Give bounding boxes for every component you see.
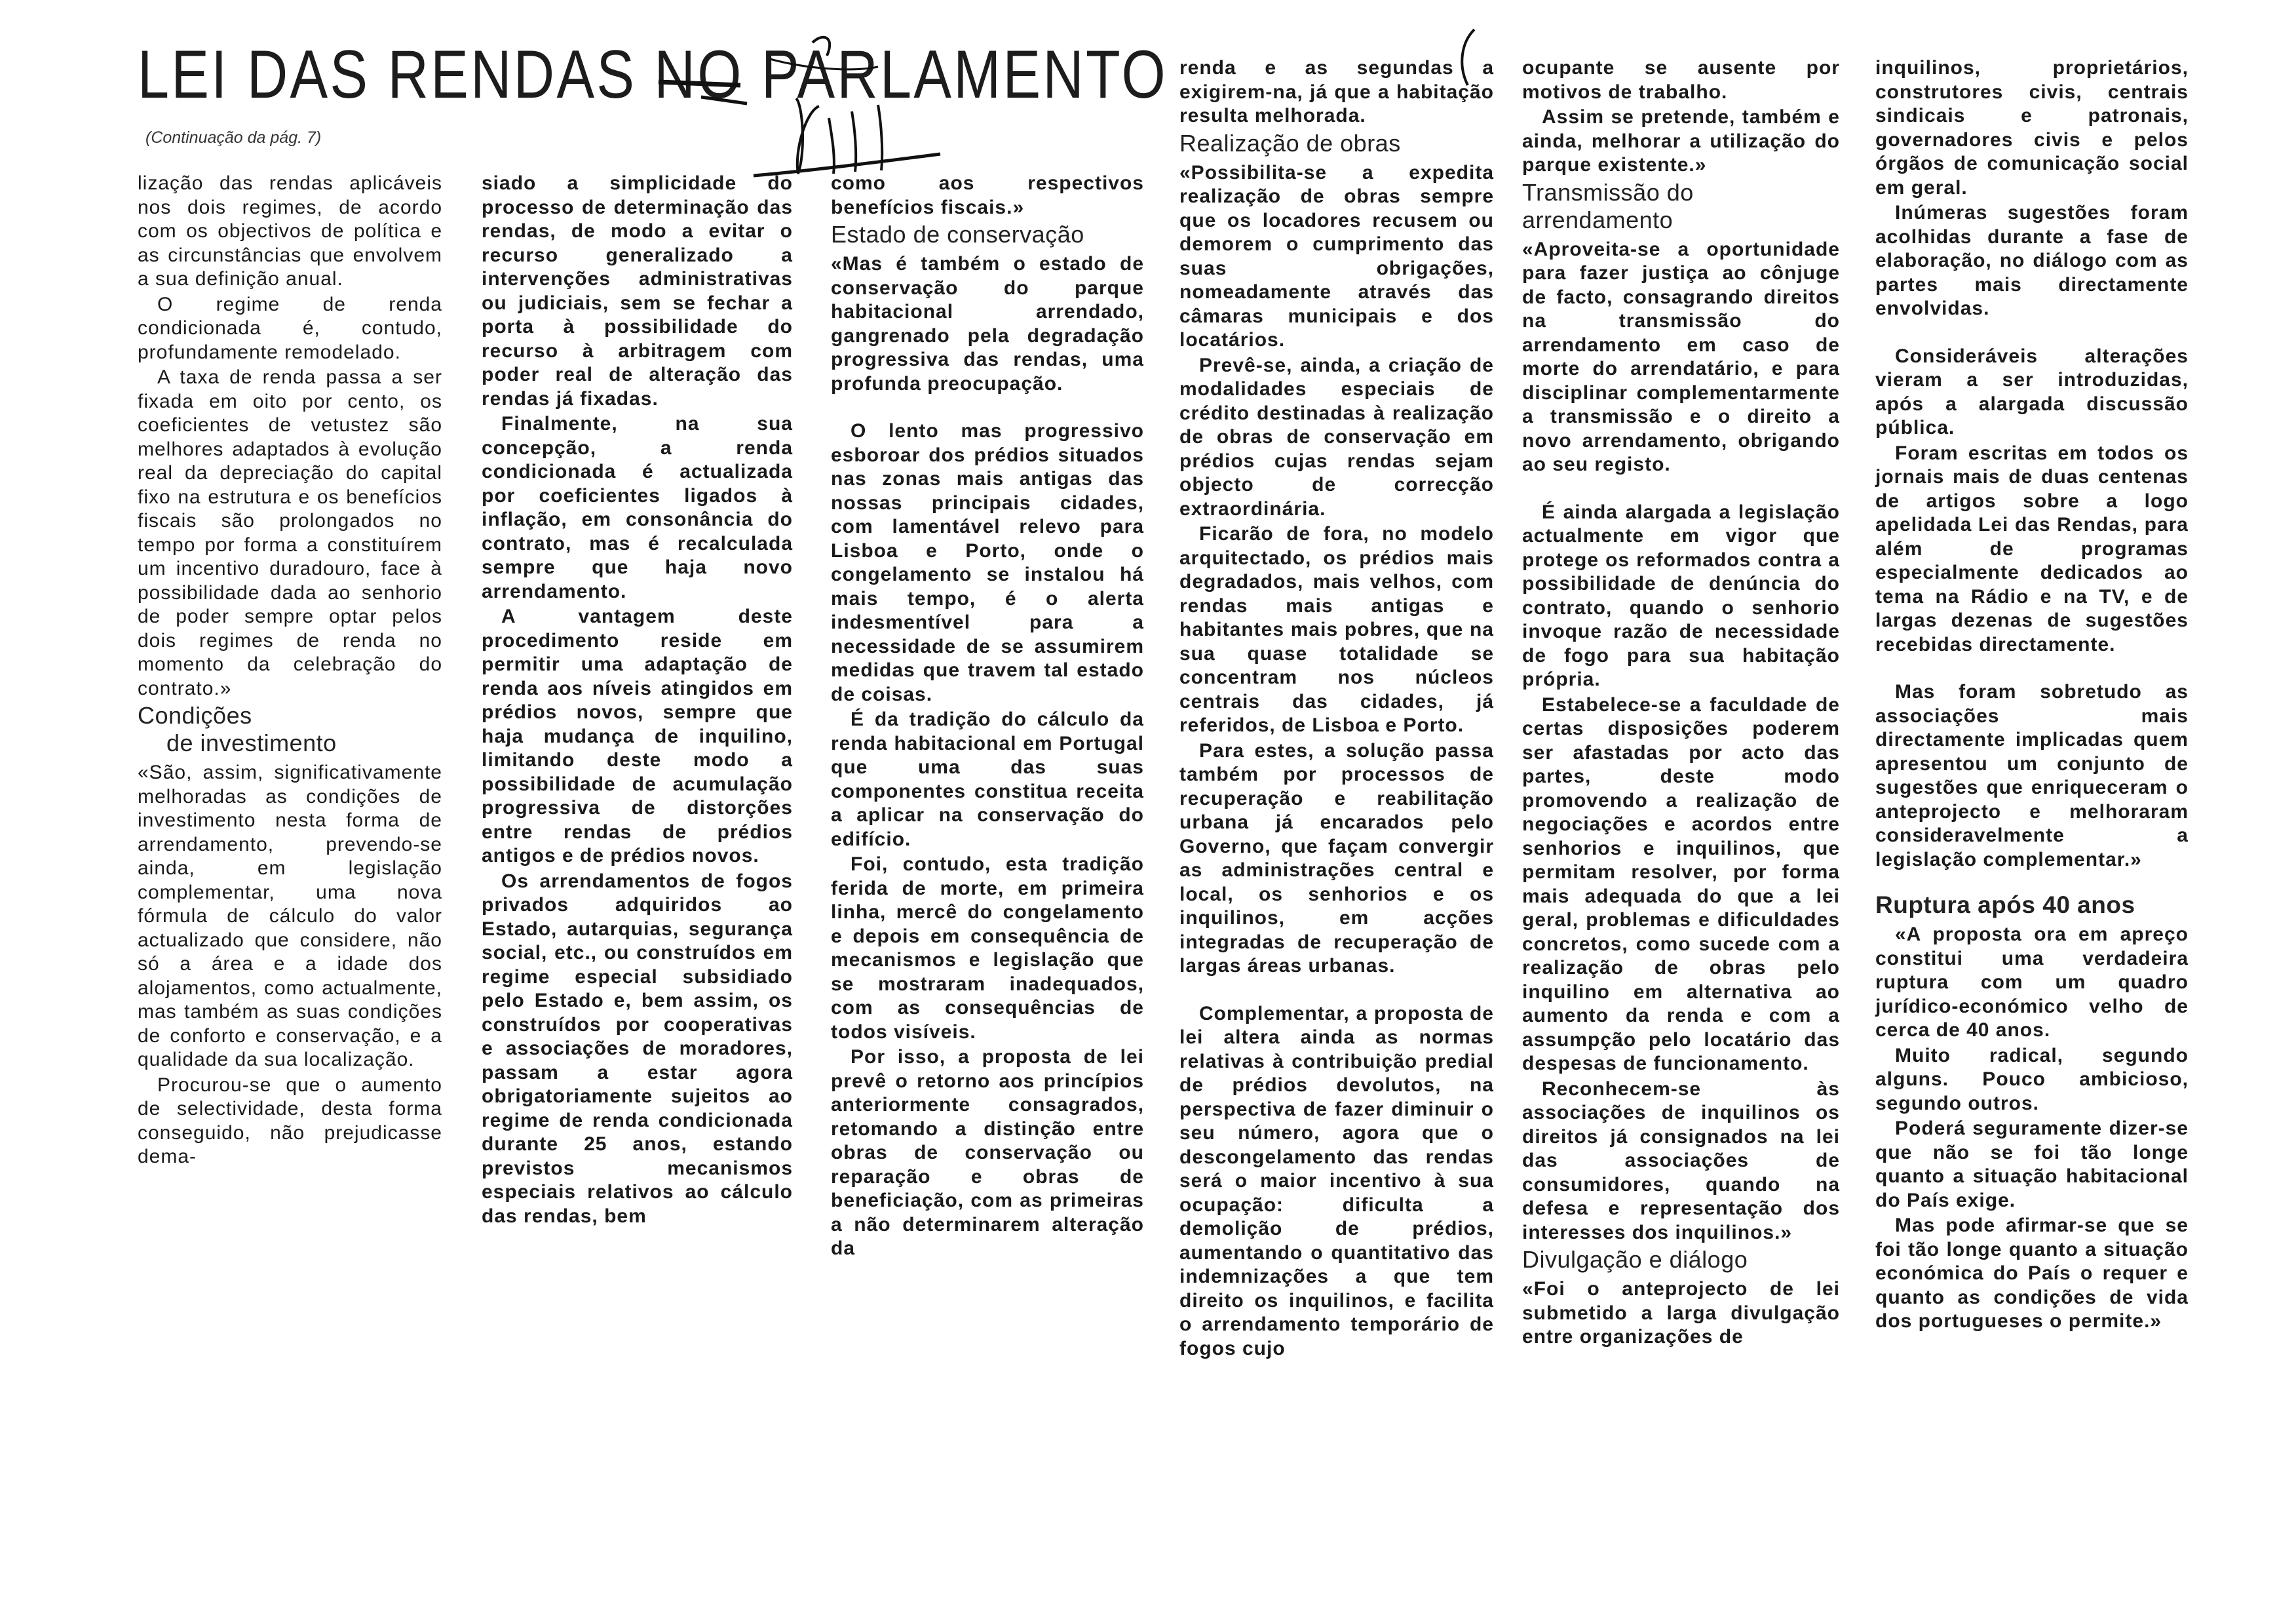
paragraph: Foram escritas em todos os jornais mais de duas centenas de artigos sobre a logo apelidada Lei das Rendas, para além de programas especialmente dedicados ao tema na Rádio e na TV, e de largas dezenas de sugestões recebidas directamente.: [1875, 442, 2189, 655]
paragraph: Foi, contudo, esta tradição ferida de morte, em primeira linha, mercê do congelamento e depois em consequência de mecanismos e legislação que se mostraram inadequados, com as consequências de todos visíveis.: [831, 853, 1144, 1043]
paragraph: «Mas é também o estado de conservação do parque habitacional arrendado, gangrenado pela degradação progressiva das rendas, uma profunda preocupação.: [831, 253, 1144, 395]
paragraph: siado a simplicidade do processo de determinação das rendas, de modo a evitar o recurso generalizado a intervenções administrativas ou judiciais, sem se fechar a porta à possibilidade do recurso à arbitragem com poder real de alteração das rendas já fixadas.: [482, 172, 793, 410]
paragraph: «São, assim, significativamente melhoradas as condições de investimento nesta forma de arrendamento, prevendo-se ainda, em legislação complementar, uma nova fórmula de cálculo do valor actualizado que considere, não só a área e a idade dos alojamentos, como actualmente, mas também as suas condições de conforto e conservação, e a qualidade da sua localização.: [138, 762, 442, 1070]
paragraph: Consideráveis alterações vieram a ser introduzidas, após a alargada discussão pública.: [1875, 345, 2189, 438]
subheading-line: Transmissão do: [1522, 178, 1694, 206]
subheading-line: Condições: [138, 702, 252, 729]
paragraph: O regime de renda condicionada é, contudo, profundamente remodelado.: [138, 293, 442, 363]
paragraph: A taxa de renda passa a ser fixada em oito por cento, os coeficientes de vetustez são melhores adaptados à evolução real da depreciação do capital fixo na estrutura e os benefícios fiscais são prolongados no tempo por forma a constituírem um incentivo duradouro, face à possibilidade dada ao senhorio de poder sempre optar pelos dois regimes de renda no momento da celebração do contrato.»: [138, 366, 442, 699]
continuation-note: (Continuação da pág. 7): [145, 128, 322, 147]
paragraph: Finalmente, na sua concepção, a renda condicionada é actualizada por coeficientes ligados à inflação, em consonância do contrato, mas é recalculada sempre que haja novo arrendamento.: [482, 413, 793, 602]
headline: LEI DAS RENDAS NO PARLAMENTO: [138, 37, 1168, 113]
paragraph: Os arrendamentos de fogos privados adquiridos ao Estado, autarquias, segurança social, etc., ou construídos em regime especial subsidiado pelo Estado e, bem assim, os construídos por cooperativas e associações de moradores, passam a estar agora obrigatoriamente sujeitos ao regime de renda condicionada durante 25 anos, estando previstos mecanismos especiais relativos ao cálculo das rendas, bem: [482, 870, 793, 1227]
paragraph: Mas pode afirmar-se que se foi tão longe quanto a situação económica do País o requer e quanto as condições de vida dos portugueses o permite.»: [1875, 1215, 2189, 1332]
paragraph: «Foi o anteprojecto de lei submetido a larga divulgação entre organizações de: [1522, 1278, 1840, 1348]
subheading-estado-conservacao: Estado de conservação: [831, 221, 1084, 248]
article-column-1: [138, 172, 442, 1169]
paragraph: Para estes, a solução passa também por processos de recuperação e reabilitação urbana já encarados pelo Governo, que façam convergir as administrações central e local, os senhorios e os inquilinos, em acções integradas de recuperação de largas áreas urbanas.: [1179, 739, 1494, 977]
subheading-ruptura: Ruptura após 40 anos: [1875, 891, 2135, 918]
paragraph: ocupante se ausente por motivos de trabalho.: [1522, 57, 1840, 103]
paragraph: Prevê-se, ainda, a criação de modalidades especiais de crédito destinadas à realização de obras de conservação em prédios cujas rendas sejam objecto de correcção extraordinária.: [1179, 354, 1494, 520]
subheading-divulgacao: Divulgação e diálogo: [1522, 1246, 1748, 1273]
paragraph: «A proposta ora em apreço constitui uma verdadeira ruptura com um quadro jurídico-económico velho de cerca de 40 anos.: [1875, 924, 2189, 1041]
paragraph: A vantagem deste procedimento reside em permitir uma adaptação de renda aos níveis atingidos em prédios novos, sempre que haja mudança de inquilino, limitando deste modo a possibilidade de acumulação progressiva de distorções entre rendas de prédios antigos e de prédios novos.: [482, 606, 793, 866]
paragraph: O lento mas progressivo esboroar dos prédios situados nas zonas mais antigas das nossas principais cidades, com lamentável relevo para Lisboa e Porto, onde o congelamento se instalou há mais tempo, é o alerta indesmentível para a necessidade de se assumirem medidas que travem tal estado de coisas.: [831, 420, 1144, 705]
subheading-transmissao: [1522, 179, 1840, 234]
paragraph: Mas foram sobretudo as associações mais directamente implicadas quem apresentou um conjunto de sugestões que enriqueceram o anteprojecto e melhoraram consideravelmente a legislação complementar.»: [1875, 681, 2189, 870]
article-column-6: [1875, 56, 2189, 1334]
article-column-3: [831, 172, 1144, 1261]
article-column-2: [482, 172, 793, 1228]
paragraph: Assim se pretende, também e ainda, melhorar a utilização do parque existente.»: [1522, 106, 1840, 176]
article-column-5: [1522, 56, 1840, 1350]
paragraph: Muito radical, segundo alguns. Pouco ambicioso, segundo outros.: [1875, 1044, 2189, 1114]
paragraph: Complementar, a proposta de lei altera ainda as normas relativas à contribuição predial de prédios devolutos, na perspectiva de fazer diminuir o seu número, agora que o descongelamento das rendas será o maior incentivo à sua ocupação: dificulta a demolição de prédios, aumentando o quantitativo das indemnizações a que tem direito os inquilinos, e facilita o arrendamento temporário de fogos cujo: [1179, 1002, 1494, 1359]
subheading-line: de investimento: [166, 730, 337, 756]
paragraph: É ainda alargada a legislação actualmente em vigor que protege os reformados contra a possibilidade de denúncia do contrato, quando o senhorio invoque razão de necessidade de fogo para sua habitação própria.: [1522, 501, 1840, 690]
paragraph: lização das rendas aplicáveis nos dois regimes, de acordo com os objectivos de política e as circunstâncias que envolvem a sua definição anual.: [138, 172, 442, 290]
paragraph: renda e as segundas a exigirem-na, já que a habitação resulta melhorada.: [1179, 57, 1494, 126]
paragraph: Estabelece-se a faculdade de certas disposições poderem ser afastadas por acto das partes, deste modo promovendo a realização de negociações e acordos entre senhorios e inquilinos, que permitam resolver, por forma mais adequada do que a lei geral, problemas e dificuldades concretos, como sucede com a realização de obras pelo inquilino em alternativa ao aumento da renda e com a assumpção pelo locatário das despesas de funcionamento.: [1522, 693, 1840, 1074]
paragraph: como aos respectivos benefícios fiscais.»: [831, 172, 1144, 218]
paragraph: Reconhecem-se às associações de inquilinos os direitos já consignados na lei das associações de consumidores, quando na defesa e representação dos interesses dos inquilinos.»: [1522, 1078, 1840, 1243]
article-column-4: [1179, 56, 1494, 1361]
paragraph: Poderá seguramente dizer-se que não se foi tão longe quanto a situação habitacional do País exige.: [1875, 1118, 2189, 1211]
subheading-condicoes: [138, 702, 442, 757]
paragraph: «Possibilita-se a expedita realização de obras sempre que os locadores recusem ou demorem o cumprimento das suas obrigações, nomeadamente através das câmaras municipais e dos locatários.: [1179, 161, 1494, 351]
paragraph: Ficarão de fora, no modelo arquitectado, os prédios mais degradados, mais velhos, com rendas mais antigas e habitantes mais pobres, que na sua quase totalidade se concentram nos núcleos centrais das cidades, já referidos, de Lisboa e Porto.: [1179, 523, 1494, 736]
subheading-realizacao-obras: Realização de obras: [1179, 129, 1401, 157]
paragraph: «Aproveita-se a oportunidade para fazer justiça ao cônjuge de facto, consagrando direitos na transmissão do arrendamento em caso de morte do arrendatário, e para disciplinar complementarmente a transmissão e o direito a novo arrendamento, obrigando ao seu registo.: [1522, 238, 1840, 475]
paragraph: Inúmeras sugestões foram acolhidas durante a fase de elaboração, no diálogo com as partes mais directamente envolvidas.: [1875, 202, 2189, 319]
subheading-line: arrendamento: [1522, 206, 1674, 233]
paragraph: É da tradição do cálculo da renda habitacional em Portugal que uma das suas componentes constitua receita a aplicar na conservação do edifício.: [831, 709, 1144, 850]
paragraph: Por isso, a proposta de lei prevê o retorno aos princípios anteriormente consagrados, retomando a distinção entre obras de conservação ou reparação e obras de beneficiação, com as primeiras a não determinarem alteração da: [831, 1046, 1144, 1259]
paragraph: inquilinos, proprietários, construtores civis, centrais sindicais e patronais, governadores civis e pelos órgãos de comunicação social em geral.: [1875, 57, 2189, 199]
paragraph: Procurou-se que o aumento de selectividade, desta forma conseguido, não prejudicasse dema-: [138, 1074, 442, 1167]
